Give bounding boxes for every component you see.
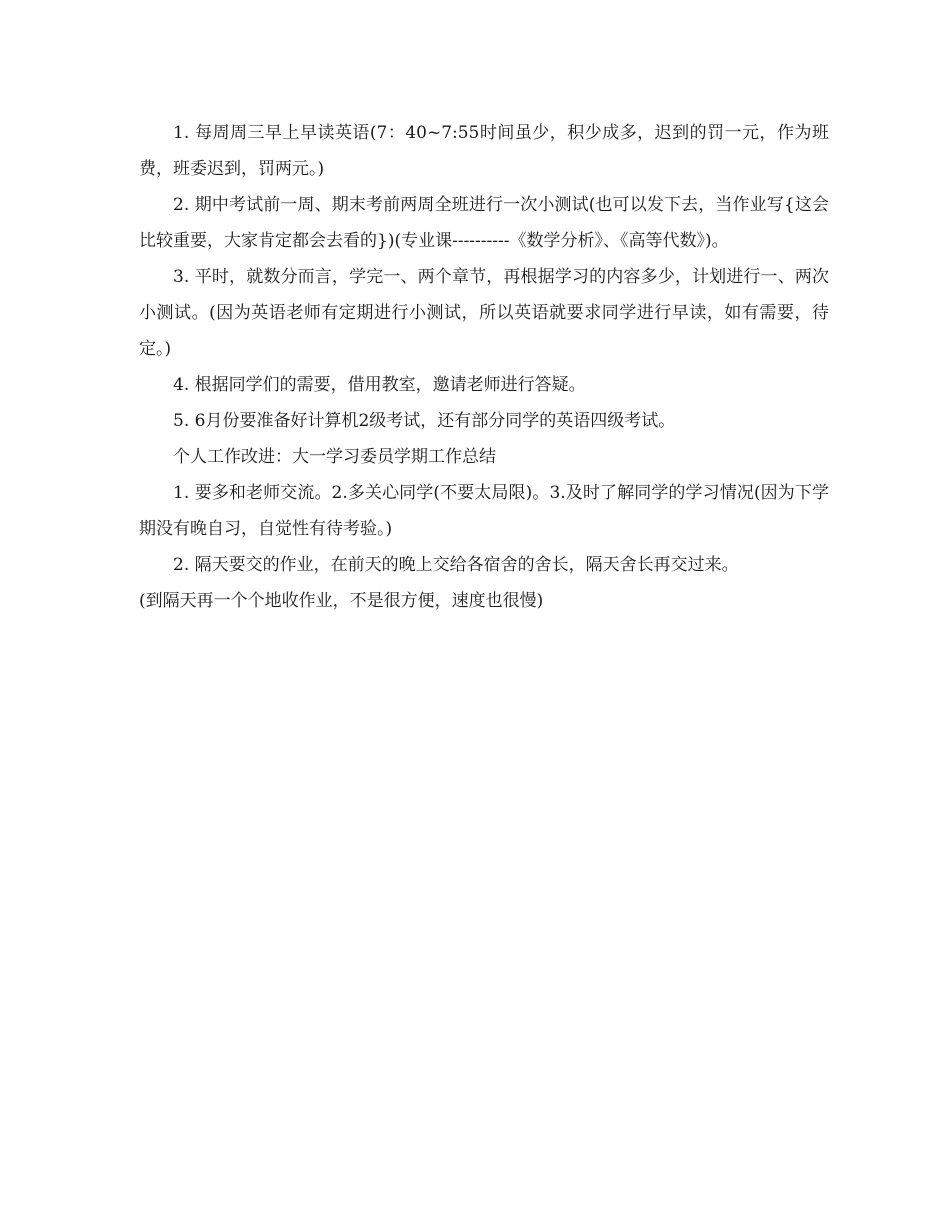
paragraph-6: 1. 要多和老师交流。2.多关心同学(不要太局限)。3.及时了解同学的学习情况(因为下学期没有晚自习，自觉性有待考验。): [139, 483, 829, 539]
paragraph-5: 5. 6月份要准备好计算机2级考试，还有部分同学的英语四级考试。: [173, 411, 676, 431]
paragraph-1: 1. 每周周三早上早读英语(7：40~7:55时间虽少，积少成多，迟到的罚一元，作为班费，班委迟到，罚两元。): [139, 123, 829, 179]
section-heading: 个人工作改进：大一学习委员学期工作总结: [173, 447, 496, 467]
paragraph-3: 3. 平时，就数分而言，学完一、两个章节，再根据学习的内容多少，计划进行一、两次小测试。(因为英语老师有定期进行小测试，所以英语就要求同学进行早读，如有需要，待定。): [139, 267, 829, 359]
paragraph-4: 4. 根据同学们的需要，借用教室，邀请老师进行答疑。: [173, 375, 586, 395]
paragraph-7: 2. 隔天要交的作业，在前天的晚上交给各宿舍的舍长，隔天舍长再交过来。: [173, 555, 739, 575]
paragraph-8: (到隔天再一个个地收作业，不是很方便，速度也很慢): [139, 591, 544, 611]
document-page: [139, 115, 829, 619]
paragraph-2: 2. 期中考试前一周、期末考前两周全班进行一次小测试(也可以发下去，当作业写{这会比较重要，大家肯定都会去看的})(专业课----------《数学分析》、《高等代数》)。: [139, 195, 829, 251]
